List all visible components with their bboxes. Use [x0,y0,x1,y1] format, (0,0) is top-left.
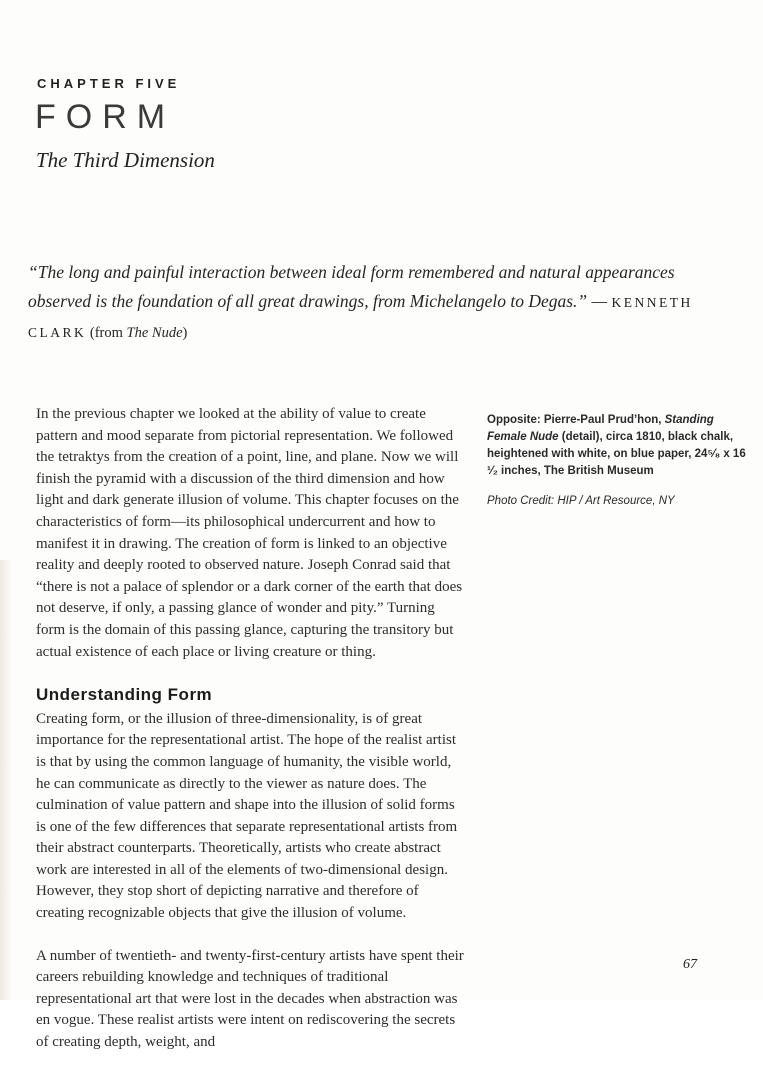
chapter-kicker: CHAPTER FIVE [37,76,181,91]
page-number: 67 [683,957,697,972]
image-caption-sidebar [487,412,749,510]
artwork-caption [487,412,749,480]
paragraph-realist-artists: A number of twentieth- and twenty-first-century artists have spent their careers rebuilding knowledge and techniques of traditional representational art that were lost in the decades when abstraction was en vogue. These realist artists were intent on rediscovering the secrets of creating depth, weight, and [36,947,464,1051]
caption-details: (detail), circa 1810, black chalk, heightened with white, on blue paper, 24⁵⁄₈ x 16 ¹⁄₂ inches, The British Museum [487,431,746,477]
main-content [36,404,746,1075]
pull-quote [28,258,740,348]
quote-source-prefix: (from [86,325,127,341]
chapter-title: FORM [35,98,176,136]
quote-source-title: The Nude [126,325,183,341]
quote-text: “The long and painful interaction between ideal form remembered and natural appearances observed is the foundation of all great drawings, from Michelangelo to Degas.” — [28,262,675,311]
caption-prefix: Opposite: Pierre-Paul Prud’hon, [487,414,665,426]
caption-artwork-title: Standing Female Nude [487,414,714,443]
quote-author: KENNETH CLARK [28,295,693,340]
paragraph-understanding-form: Creating form, or the illusion of three-dimensionality, is of great importance for the representational artist. The hope of the realist artist is that by using the common language of humanity, the visible world, he can communicate as directly to the viewer as nature does. The culmination of value pattern and shape into the illusion of solid forms is one of the few differences that separate representational artists from their abstract counterparts. Theoretically, artists who create abstract work are interested in all of the elements of two-dimensional design. However, they stop short of depicting narrative and therefore of creating recognizable objects that give the illusion of volume. [36,710,458,922]
quote-source-suffix: ) [182,325,188,341]
section-heading-understanding-form: Understanding Form [36,685,213,705]
body-column [36,404,464,1054]
paragraph-intro: In the previous chapter we looked at the ability of value to create pattern and mood separate from pictorial representation. We followed the tetraktys from the creation of a point, line, and plane. Now we will finish the pyramid with a discussion of the third dimension and how light and dark generate illusion of volume. This chapter focuses on the characteristics of form—its philosophical undercurrent and how to manifest it in drawing. The creation of form is linked to an objective reality and deeply rooted to observed nature. Joseph Conrad said that “there is not a palace of splendor or a dark corner of the earth that does not deserve, if only, a passing glance of wonder and pity.” Turning form is the domain of this passing glance, capturing the transitory but actual existence of each place or living creature or thing. [36,406,463,660]
scan-edge-shadow [0,560,12,1000]
quote-source [86,325,187,341]
chapter-subtitle: The Third Dimension [36,148,215,172]
photo-credit: Photo Credit: HIP / Art Resource, NY [487,495,675,507]
